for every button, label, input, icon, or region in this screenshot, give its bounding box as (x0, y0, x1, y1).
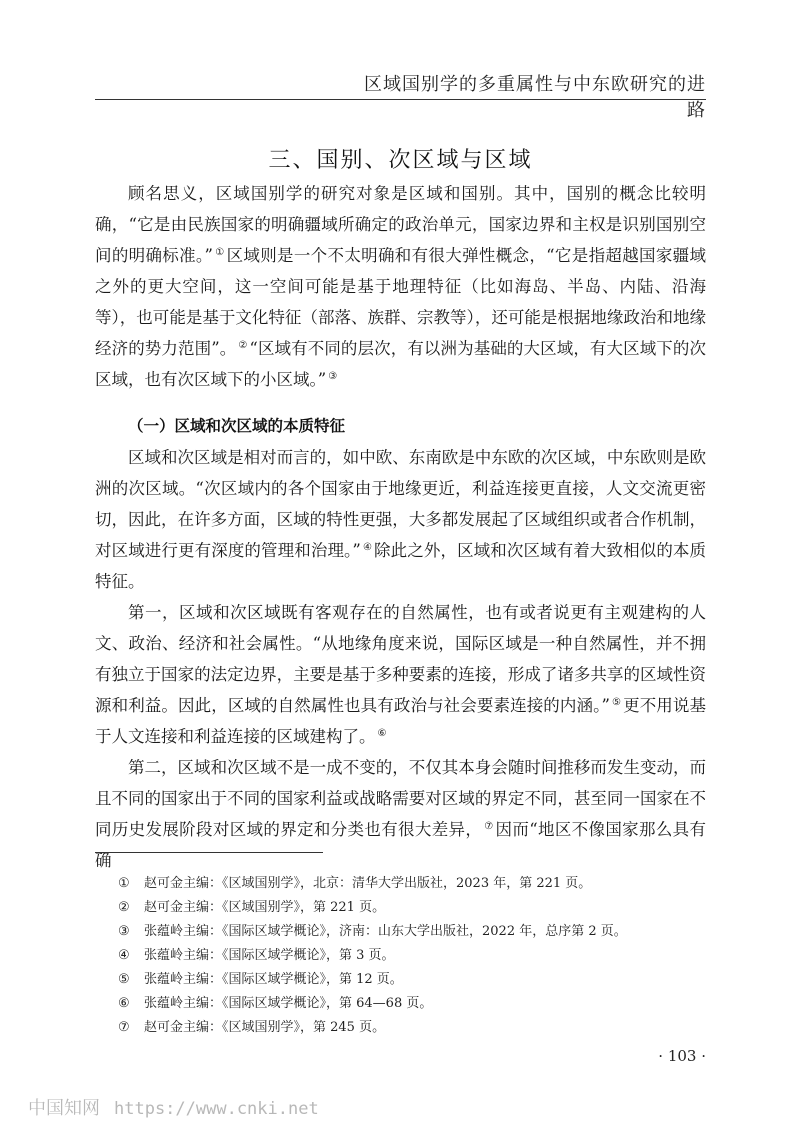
para4-text-1: 第二，区域和次区域不是一成不变的，不仅其本身会随时间推移而发生变动，而且不同的国家出于不同的国家利益或战略需要对区域的界定不同，甚至同一国家在不同历史发展阶段对区域的界定和分类也有很大差异， (95, 758, 706, 839)
watermark-url[interactable]: https://www.cnki.net (114, 1099, 319, 1119)
footnote-ref-5[interactable]: ⑤ (611, 697, 622, 708)
para3-text-2: 更不用说基于人文连接和利益连接的区域建构了。 (95, 696, 707, 746)
footnote-mark: ③ (118, 924, 130, 939)
subsection-heading: （一）区域和次区域的本质特征 (128, 417, 346, 435)
section-title: 三、国别、次区域与区域 (268, 148, 533, 173)
paragraph-4 (95, 752, 706, 876)
footnote-text: 张蕴岭主编：《国际区域学概论》，济南：山东大学出版社，2022 年，总序第 2 页。 (144, 924, 627, 939)
intro-text-3: “区域有不同的层次，有以洲为基础的大区域，有大区域下的次区域，也有次区域下的小区域。” (95, 339, 707, 389)
footnote (118, 1016, 706, 1040)
footnote (118, 992, 706, 1016)
footnote (118, 944, 706, 968)
header-rule (95, 99, 706, 100)
paragraph-3 (95, 597, 706, 752)
footnote-text: 张蕴岭主编：《国际区域学概论》，第 12 页。 (144, 972, 403, 987)
para2-text-2: 除此之外，区域和次区域有着大致相似的本质特征。 (95, 541, 707, 591)
footnote-mark: ② (118, 900, 130, 915)
footnote (118, 920, 706, 944)
footnote-text: 张蕴岭主编：《国际区域学概论》，第 3 页。 (144, 948, 395, 963)
footnote-text: 张蕴岭主编：《国际区域学概论》，第 64—68 页。 (144, 996, 433, 1011)
footnote (118, 968, 706, 992)
para3-text-1: 第一，区域和次区域既有客观存在的自然属性，也有或者说更有主观建构的人文、政治、经济和社会属性。“从地缘角度来说，国际区域是一种自然属性，并不拥有独立于国家的法定边界，主要是基于多种要素的连接，形成了诸多共享的区域性资源和利益。因此，区域的自然属性也具有政治与社会要素连接的内涵。” (95, 603, 706, 715)
main-body-block (95, 442, 706, 876)
footnote (118, 896, 706, 920)
footnote-ref-2[interactable]: ② (238, 340, 248, 351)
footnote-ref-7[interactable]: ⑦ (484, 821, 494, 832)
footnote-ref-3[interactable]: ③ (328, 371, 338, 382)
footnotes (118, 872, 706, 1040)
page-number: · 103 · (658, 1047, 706, 1065)
footnote-mark: ④ (118, 948, 130, 963)
footnote-mark: ⑤ (118, 972, 130, 987)
watermark-name: 中国知网 (28, 1098, 100, 1119)
footnote (118, 872, 706, 896)
cnki-watermark (28, 1094, 319, 1120)
footnote-text: 赵可金主编：《区域国别学》，北京：清华大学出版社，2023 年，第 221 页。 (144, 876, 592, 891)
paragraph-2 (95, 442, 706, 597)
footnote-ref-1[interactable]: ① (214, 247, 225, 258)
footnote-text: 赵可金主编：《区域国别学》，第 245 页。 (144, 1020, 386, 1035)
intro-paragraph (95, 178, 706, 395)
footnote-text: 赵可金主编：《区域国别学》，第 221 页。 (144, 900, 386, 915)
footnote-mark: ⑦ (118, 1020, 130, 1035)
para2-text-1: 区域和次区域是相对而言的，如中欧、东南欧是中东欧的次区域，中东欧则是欧洲的次区域。“次区域内的各个国家由于地缘更近，利益连接更直接，人文交流更密切，因此，在许多方面，区域的特性更强，大多都发展起了区域组织或者合作机制，对区域进行更有深度的管理和治理。” (95, 448, 706, 560)
footnote-ref-4[interactable]: ④ (362, 542, 373, 553)
footnote-ref-6[interactable]: ⑥ (377, 728, 387, 739)
footnote-mark: ⑥ (118, 996, 130, 1011)
intro-text-1: 顾名思义，区域国别学的研究对象是区域和国别。其中，国别的概念比较明确，“它是由民族国家的明确疆域所确定的政治单元，国家边界和主权是识别国别空间的明确标准。” (95, 184, 706, 265)
footnote-mark: ① (118, 876, 130, 891)
running-header: 区域国别学的多重属性与中东欧研究的进路 (364, 74, 706, 121)
para4-text-2: 因而“地区不像国家那么具有确 (95, 820, 707, 870)
intro-block (95, 178, 706, 395)
intro-text-2: 区域则是一个不太明确和有很大弹性概念，“它是指超越国家疆域之外的更大空间，这一空间可能是基于地理特征（比如海岛、半岛、内陆、沿海等），也可能是基于文化特征（部落、族群、宗教等），还可能是根据地缘政治和地缘经济的势力范围”。 (95, 246, 707, 358)
footnote-rule (95, 852, 323, 853)
